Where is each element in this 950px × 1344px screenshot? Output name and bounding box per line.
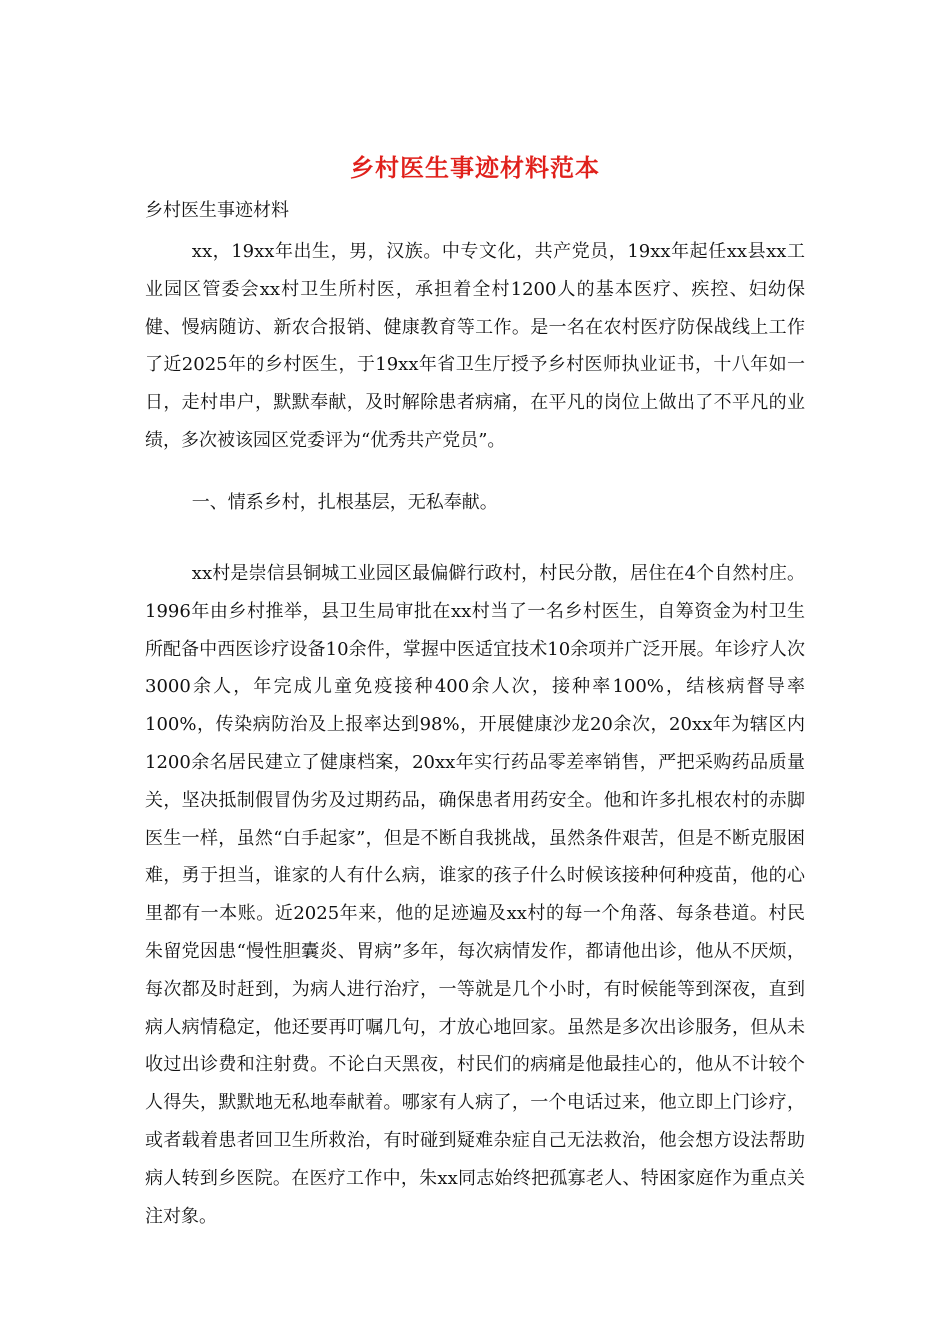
document-subtitle: 乡村医生事迹材料: [145, 200, 289, 221]
document-title: 乡村医生事迹材料范本: [350, 153, 600, 182]
section-heading-1: 一、情系乡村，扎根基层，无私奉献。: [191, 492, 498, 513]
body-paragraph-section-1: xx村是崇信县铜城工业园区最偏僻行政村，村民分散，居住在4个自然村庄。1996年由乡村推举，县卫生局审批在xx村当了一名乡村医生，自筹资金为村卫生所配备中西医诊疗设备10余件，掌握中医适宜技术10余项并广泛开展。年诊疗人次3000余人，年完成儿童免疫接种400余人次，接种率100%，结核病督导率100%，传染病防治及上报率达到98%，开展健康沙龙20余次，20xx年为辖区内1200余名居民建立了健康档案，20xx年实行药品零差率销售，严把采购药品质量关，坚决抵制假冒伪劣及过期药品，确保患者用药安全。他和许多扎根农村的赤脚医生一样，虽然“白手起家”，但是不断自我挑战，虽然条件艰苦，但是不断克服困难，勇于担当，谁家的人有什么病，谁家的孩子什么时候该接种何种疫苗，他的心里都有一本账。近2025年来，他的足迹遍及xx村的每一个角落、每条巷道。村民朱留党因患“慢性胆囊炎、胃病”多年，每次病情发作，都请他出诊，他从不厌烦，每次都及时赶到，为病人进行治疗，一等就是几个小时，有时候能等到深夜，直到病人病情稳定，他还要再叮嘱几句，才放心地回家。虽然是多次出诊服务，但从未收过出诊费和注射费。不论白天黑夜，村民们的病痛是他最挂心的，他从不计较个人得失，默默地无私地奉献着。哪家有人病了，一个电话过来，他立即上门诊疗，或者载着患者回卫生所救治，有时碰到疑难杂症自己无法救治，他会想方设法帮助病人转到乡医院。在医疗工作中，朱xx同志始终把孤寡老人、特困家庭作为重点关注对象。: [145, 563, 805, 1227]
body-paragraph-intro: xx，19xx年出生，男，汉族。中专文化，共产党员，19xx年起任xx县xx工业园区管委会xx村卫生所村医，承担着全村1200人的基本医疗、疾控、妇幼保健、慢病随访、新农合报销、健康教育等工作。是一名在农村医疗防保战线上工作了近2025年的乡村医生，于19xx年省卫生厅授予乡村医师执业证书，十八年如一日，走村串户，默默奉献，及时解除患者病痛，在平凡的岗位上做出了不平凡的业绩，多次被该园区党委评为“优秀共产党员”。: [145, 241, 805, 451]
